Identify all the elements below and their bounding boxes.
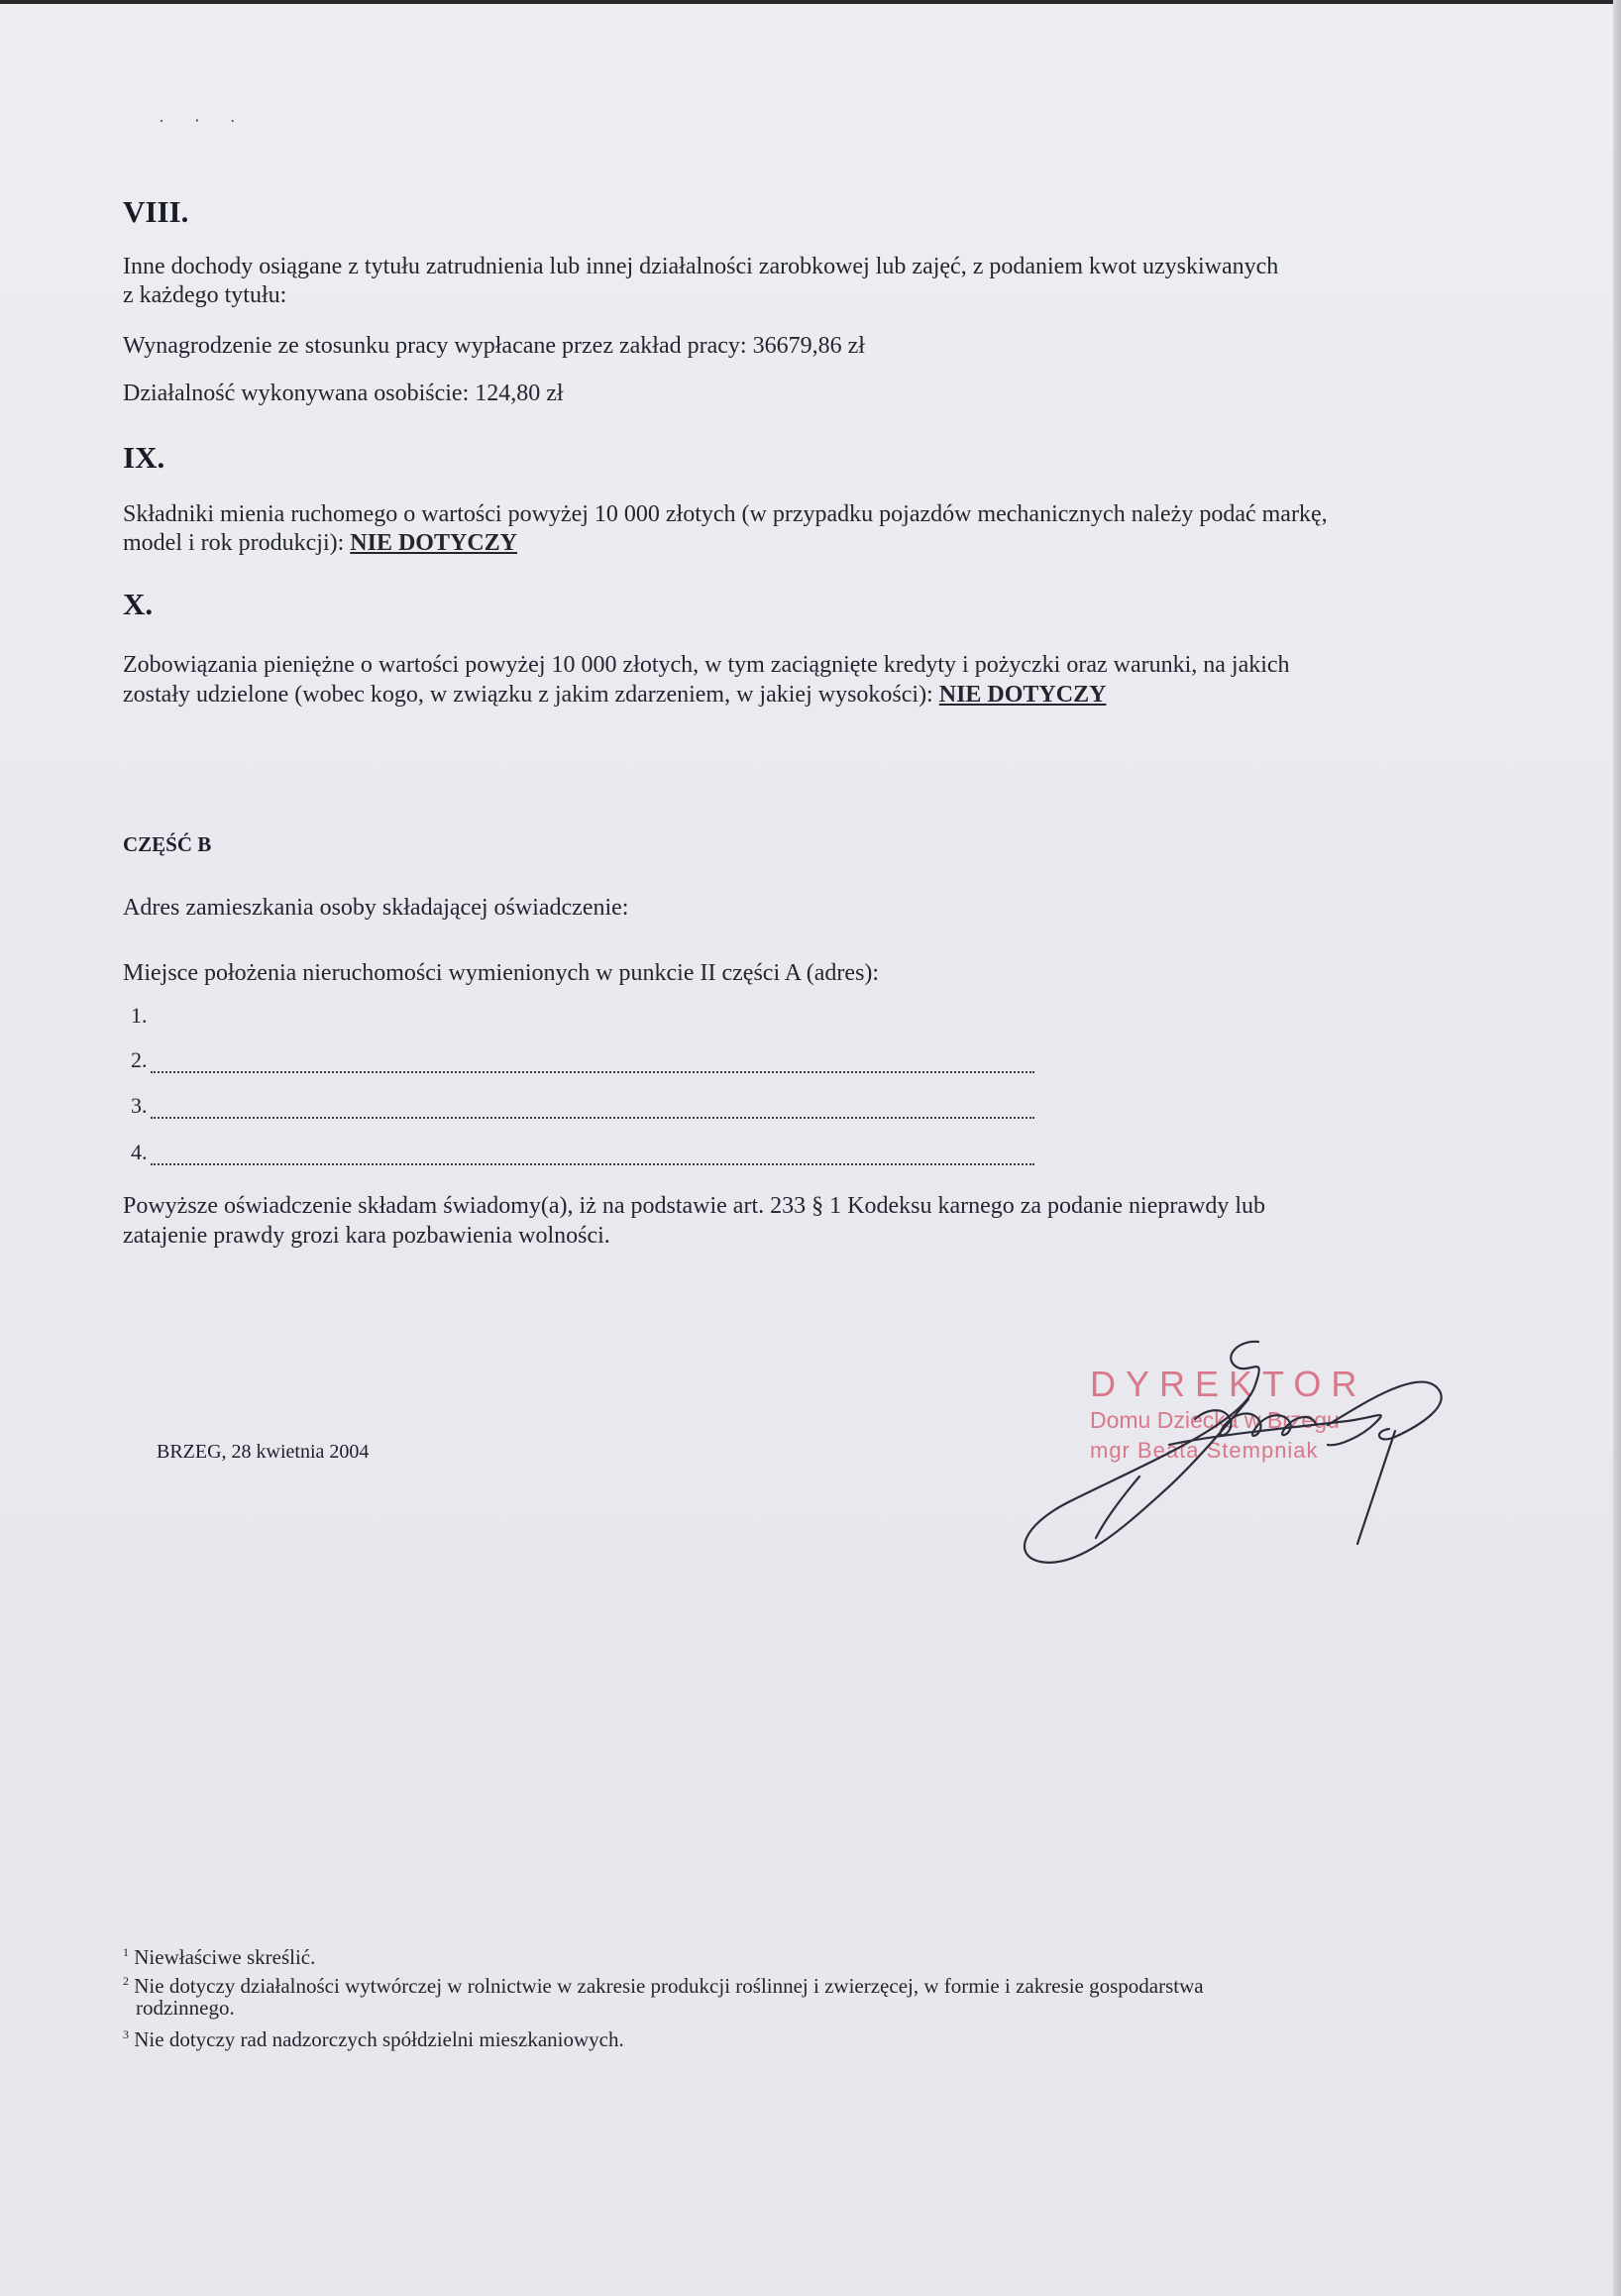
footnote-1-mark: 1 [123, 1945, 129, 1959]
section-ix-line2 [123, 528, 517, 558]
section-ix-line2-prefix: model i rok produkcji): [123, 530, 351, 556]
property-item-1: 1. [131, 1003, 148, 1028]
property-item-4: 4. [131, 1140, 148, 1164]
footnote-2-continuation [136, 1995, 235, 2022]
property-item-2: 2. [131, 1047, 148, 1072]
section-viii-heading: VIII. [123, 194, 189, 229]
section-ix-heading: IX. [123, 440, 165, 475]
section-ix-line1: Składniki mienia ruchomego o wartości powyżej 10 000 złotych (w przypadku pojazdów mechanicznych należy podać markę, [123, 501, 1328, 527]
property-item-3-dotted-line [151, 1117, 1034, 1119]
section-x-line2 [123, 680, 1106, 710]
stamp-subtitle: Domu Dziecka w Brzegu [1090, 1407, 1340, 1433]
section-x-line2-prefix: zostały udzielone (wobec kogo, w związku z jakim zdarzeniem, w jakiej wysokości): [123, 682, 939, 708]
property-item-3: 3. [131, 1093, 148, 1118]
footnote-1-text: Niewłaściwe skreślić. [134, 1945, 316, 1969]
place-and-date: BRZEG, 28 kwietnia 2004 [157, 1441, 370, 1463]
income-personal-activity: Działalność wykonywana osobiście: 124,80 zł [123, 381, 564, 406]
property-item-4-dotted-line [151, 1163, 1034, 1165]
footnote-2-mark: 2 [123, 1974, 129, 1988]
part-b-heading: CZĘŚĆ B [123, 832, 212, 856]
declaration-line2: zatajenie prawdy grozi kara pozbawienia wolności. [123, 1223, 610, 1249]
handwritten-signature [1001, 1328, 1476, 1576]
scan-speck-mark: ·‧· [159, 111, 266, 131]
income-employment: Wynagrodzenie ze stosunku pracy wypłacane przez zakład pracy: 36679,86 zł [123, 333, 865, 359]
footnote-3 [123, 2022, 624, 2053]
footnote-2 [123, 1968, 1204, 2000]
footnote-1 [123, 1939, 315, 1971]
section-x-heading: X. [123, 587, 154, 621]
address-label: Adres zamieszkania osoby składającej oświadczenie: [123, 895, 629, 921]
stamp-title: DYREKTOR [1090, 1364, 1367, 1404]
footnote-2-text: Nie dotyczy działalności wytwórczej w rolnictwie w zakresie produkcji roślinnej i zwierzęcej, w formie i zakresie gospodarstwa [134, 1974, 1204, 1998]
section-x-answer: NIE DOTYCZY [938, 682, 1107, 708]
footnote-2-continuation-text: rodzinnego. [136, 1996, 235, 2020]
declaration-line1: Powyższe oświadczenie składam świadomy(a), iż na podstawie art. 233 § 1 Kodeksu karnego za podanie nieprawdy lub [123, 1193, 1265, 1219]
stamp-name: mgr Beata Stempniak [1090, 1438, 1319, 1463]
section-ix-answer: NIE DOTYCZY [350, 530, 517, 556]
footnote-3-mark: 3 [123, 2027, 129, 2041]
section-x-line1: Zobowiązania pieniężne o wartości powyżej 10 000 złotych, w tym zaciągnięte kredyty i pożyczki oraz warunki, na jakich [123, 652, 1290, 678]
property-item-2-dotted-line [151, 1071, 1034, 1073]
scan-right-edge [1613, 0, 1621, 2296]
scan-top-edge [0, 0, 1621, 4]
property-label: Miejsce położenia nieruchomości wymienionych w punkcie II części A (adres): [123, 960, 880, 986]
section-viii-description-line2: z każdego tytułu: [123, 282, 287, 308]
footnote-3-text: Nie dotyczy rad nadzorczych spółdzielni mieszkaniowych. [134, 2027, 624, 2051]
section-viii-description-line1: Inne dochody osiągane z tytułu zatrudnienia lub innej działalności zarobkowej lub zajęć, z podaniem kwot uzyskiwanych [123, 254, 1279, 279]
